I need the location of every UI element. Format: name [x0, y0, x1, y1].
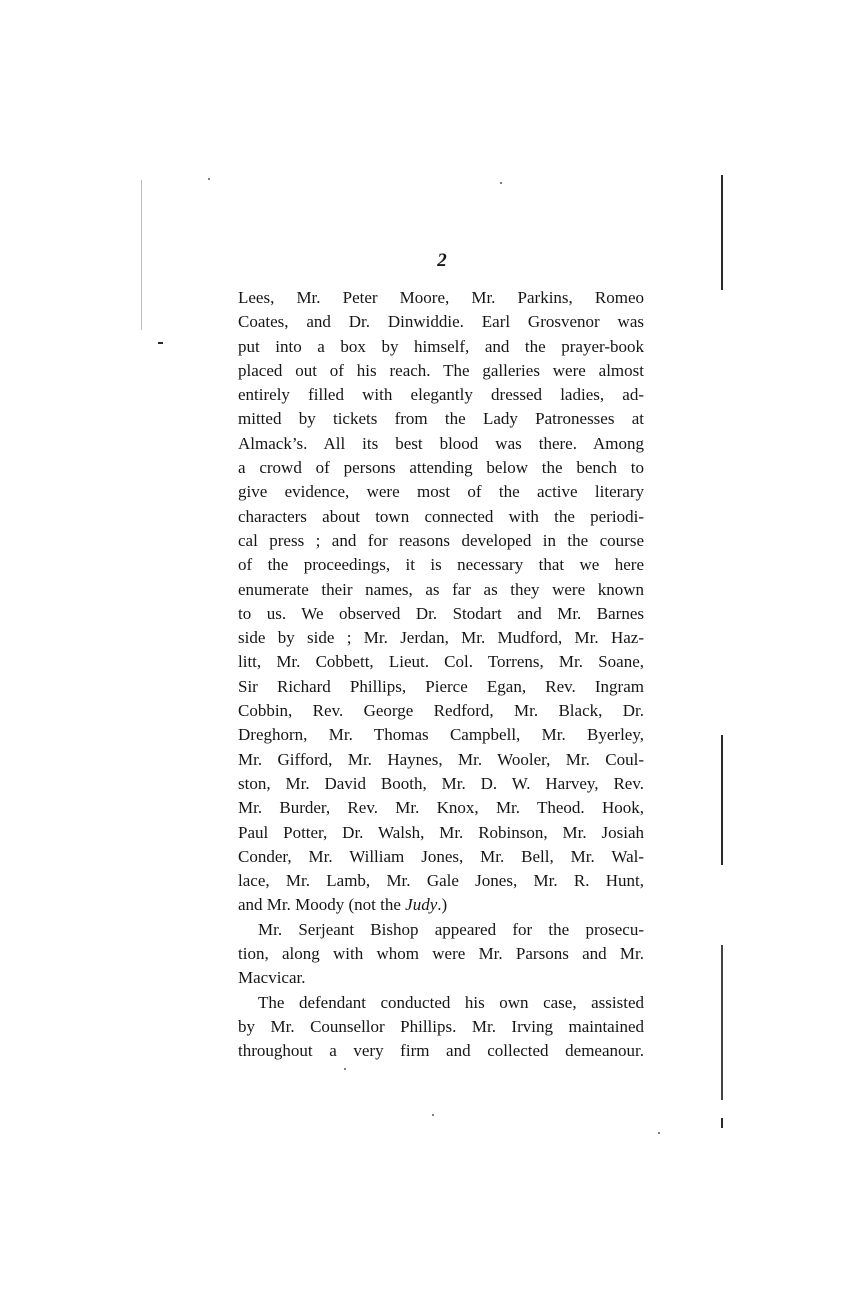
scan-speck [208, 178, 210, 180]
right-margin-line-mid [721, 735, 723, 865]
left-margin-dash [158, 342, 163, 344]
text-run: .) [437, 895, 448, 915]
paragraph-3 [238, 991, 644, 1064]
scan-speck [658, 1132, 660, 1134]
body-text [238, 286, 644, 1064]
text-run: and Mr. Moody (not the [238, 895, 406, 915]
text-line: a crowd of persons attending below the bench to [238, 458, 644, 478]
right-margin-tick [721, 1118, 723, 1128]
text-line: Lees, Mr. Peter Moore, Mr. Parkins, Romeo [238, 288, 644, 307]
text-line: put into a box by himself, and the prayer-book [238, 336, 644, 356]
text-line: placed out of his reach. The galleries were almost [238, 360, 644, 380]
text-line: Mr. Gifford, Mr. Haynes, Mr. Wooler, Mr. Coul- [238, 749, 644, 769]
text-line: Conder, Mr. William Jones, Mr. Bell, Mr. Wal- [238, 846, 644, 866]
text-line: by Mr. Counsellor Phillips. Mr. Irving maintained [238, 1016, 644, 1036]
text-line: lace, Mr. Lamb, Mr. Gale Jones, Mr. R. Hunt, [238, 871, 644, 891]
scan-speck [500, 182, 502, 184]
text-line: cal press ; and for reasons developed in the course [238, 530, 644, 550]
text-line: enumerate their names, as far as they were known [238, 579, 644, 599]
paragraph-1 [238, 286, 644, 918]
text-line-last: Macvicar. [238, 968, 306, 988]
text-line: Cobbin, Rev. George Redford, Mr. Black, Dr. [238, 701, 644, 721]
text-line: Mr. Serjeant Bishop appeared for the prosecu- [258, 919, 644, 939]
paragraph-2 [238, 918, 644, 991]
italic-run: Judy [405, 895, 438, 915]
text-line: Sir Richard Phillips, Pierce Egan, Rev. Ingram [238, 676, 644, 696]
scan-speck [432, 1114, 434, 1116]
text-line: Dreghorn, Mr. Thomas Campbell, Mr. Byerley, [238, 725, 644, 745]
text-line: side by side ; Mr. Jerdan, Mr. Mudford, Mr. Haz- [238, 628, 644, 648]
text-line-last [238, 893, 644, 917]
text-line: Almack’s. All its best blood was there. Among [238, 433, 644, 453]
text-line: Coates, and Dr. Dinwiddie. Earl Grosvenor was [238, 312, 644, 332]
text-line: throughout a very firm and collected demeanour. [238, 1041, 644, 1061]
right-margin-line-top [721, 175, 723, 290]
text-line: of the proceedings, it is necessary that we here [238, 555, 644, 575]
text-line: Mr. Burder, Rev. Mr. Knox, Mr. Theod. Hook, [238, 798, 644, 818]
text-line: The defendant conducted his own case, assisted [258, 992, 644, 1012]
text-line: tion, along with whom were Mr. Parsons and Mr. [238, 944, 644, 964]
text-line: entirely filled with elegantly dressed ladies, ad- [238, 385, 644, 405]
text-line: Paul Potter, Dr. Walsh, Mr. Robinson, Mr. Josiah [238, 822, 644, 842]
right-margin-line-low [721, 945, 723, 1100]
text-line: mitted by tickets from the Lady Patronesses at [238, 409, 644, 429]
text-line: characters about town connected with the periodi- [238, 506, 644, 526]
text-line: litt, Mr. Cobbett, Lieut. Col. Torrens, Mr. Soane, [238, 652, 644, 672]
text-line: give evidence, were most of the active literary [238, 482, 644, 502]
text-line: ston, Mr. David Booth, Mr. D. W. Harvey, Rev. [238, 773, 644, 793]
text-line: to us. We observed Dr. Stodart and Mr. Barnes [238, 603, 644, 623]
scan-speck [344, 1068, 346, 1070]
page-number: 2 [437, 250, 447, 271]
